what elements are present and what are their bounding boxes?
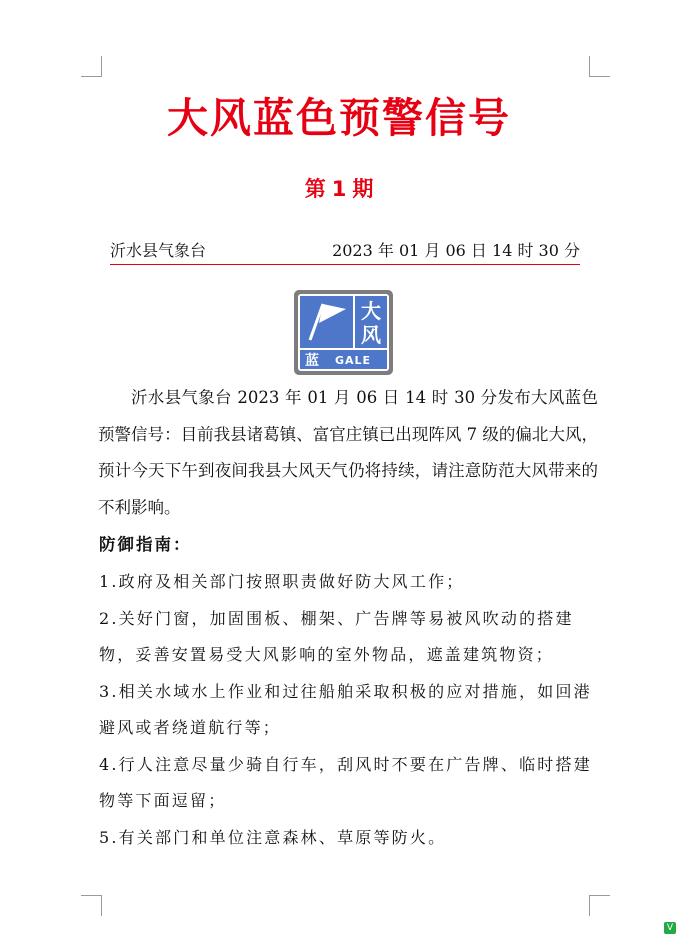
page-corner-bottom-right xyxy=(589,895,610,916)
icon-level-char: 蓝 xyxy=(305,353,319,369)
guide-item: 2.关好门窗，加固围板、棚架、广告牌等易被风吹动的搭建物，妥善安置易受大风影响的室外物品，遮盖建筑物资； xyxy=(99,608,574,664)
issuer-line xyxy=(110,240,580,265)
issue-suffix: 期 xyxy=(352,177,374,201)
guide-item: 3.相关水域水上作业和过往船舶采取积极的应对措施，如回港避风或者绕道航行等； xyxy=(99,681,592,737)
issue-number xyxy=(0,174,678,204)
page-corner-top-right xyxy=(589,56,610,77)
page-corner-top-left xyxy=(81,56,102,77)
gale-warning-svg xyxy=(293,289,394,376)
corner-check-badge: V xyxy=(664,922,676,934)
page-corner-bottom-left xyxy=(81,895,102,916)
document-title: 大风蓝色预警信号 xyxy=(167,94,511,142)
warning-body: 沂水县气象台 2023 年 01 月 06 日 14 时 30 分发布大风蓝色预警信号：目前我县诸葛镇、富官庄镇已出现阵风 7 级的偏北大风，预计今天下午到夜间我县大风天气仍将持续，请注意防范大风带来的不利影响。 xyxy=(98,388,598,517)
issue-value: 1 xyxy=(331,177,347,201)
flag-panel xyxy=(300,296,353,348)
guide-title: 防御指南： xyxy=(99,535,192,554)
icon-english-label: GALE xyxy=(334,354,372,367)
issue-time: 2023 年 01 月 06 日 14 时 30 分 xyxy=(332,241,580,260)
guide-item: 5.有关部门和单位注意森林、草原等防火。 xyxy=(99,827,447,847)
guide-item: 4.行人注意尽量少骑自行车，刮风时不要在广告牌、临时搭建物等下面逗留； xyxy=(99,754,592,810)
guide-list xyxy=(99,564,609,856)
issuer-name: 沂水县气象台 xyxy=(110,241,207,260)
gale-blue-warning-icon xyxy=(293,289,394,376)
issue-prefix: 第 xyxy=(304,177,326,201)
icon-label-top: 大 xyxy=(361,299,381,323)
guide-item: 1.政府及相关部门按照职责做好防大风工作； xyxy=(99,572,465,591)
icon-label-bottom: 风 xyxy=(361,323,381,347)
